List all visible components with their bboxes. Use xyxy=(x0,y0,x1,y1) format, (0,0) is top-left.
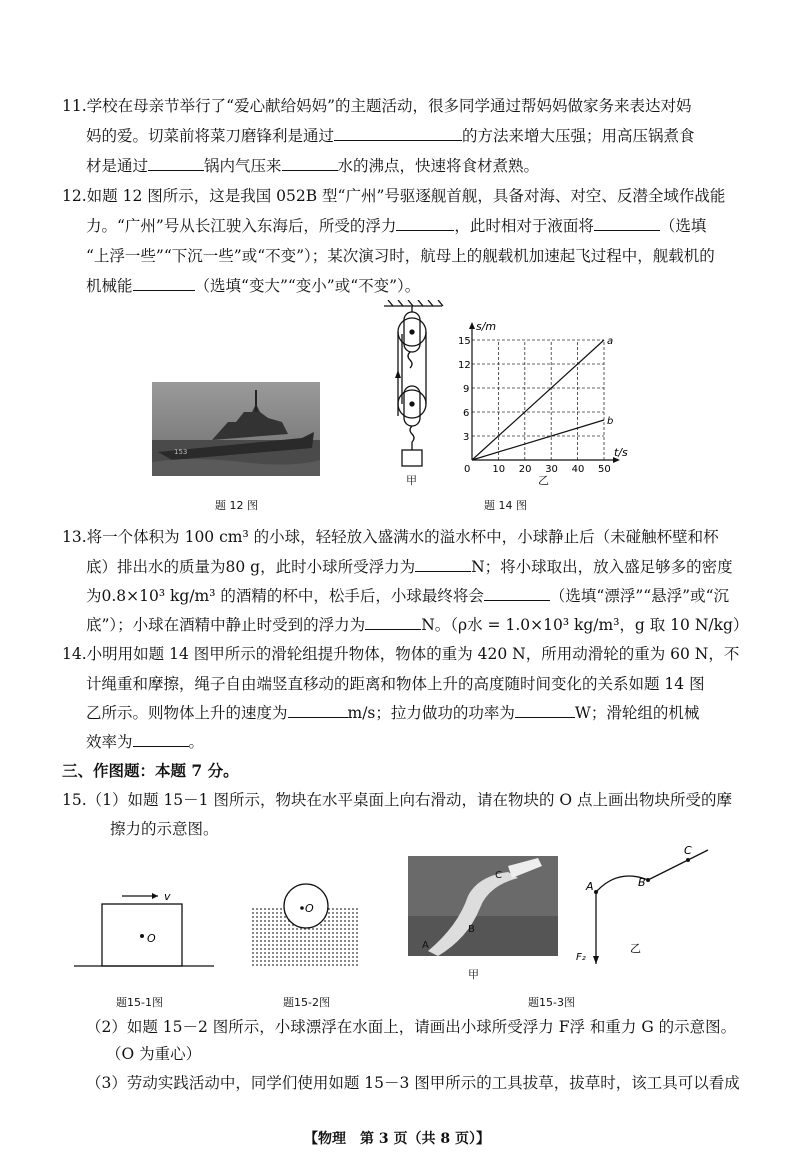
point-o xyxy=(140,934,144,938)
x-tick-label: 10 xyxy=(492,464,506,475)
st-chart xyxy=(450,310,630,480)
q15-line1: 15.（1）如题 15－1 图所示，物块在水平桌面上向右滑动，请在物块的 O 点上画出物块所受的摩 xyxy=(62,791,733,809)
q12-blank2[interactable] xyxy=(594,216,660,231)
q14-line2: 计绳重和摩擦，绳子自由端竖直移动的距离和物体上升的高度随时间变化的关系如题 14 图 xyxy=(86,675,705,693)
svg-text:C: C xyxy=(495,870,502,881)
ceiling-hatch xyxy=(388,300,443,306)
pulley-diagram xyxy=(380,300,450,486)
chart-x-label: t/s xyxy=(614,446,628,459)
y-tick-label: 9 xyxy=(463,384,470,395)
x-tick-label: 50 xyxy=(598,464,611,475)
q11-blank3[interactable] xyxy=(282,156,338,171)
q11-blank1[interactable] xyxy=(334,126,462,141)
svg-text:A: A xyxy=(586,880,594,893)
q14-blank1[interactable] xyxy=(288,703,348,718)
svg-text:乙: 乙 xyxy=(630,942,641,955)
q13-blank2[interactable] xyxy=(484,586,550,601)
q12-line3: “上浮一些”“下沉一些”或“不变”）；某次演习时，航母上的舰载机加速起飞过程中，舰载机的 xyxy=(86,247,715,265)
q12-line1: 12.如题 12 图所示，这是我国 052B 型“广州”号驱逐舰首舰，具备对海、对空、反潜全域作战能 xyxy=(62,187,726,205)
q15-line5: （3）劳动实践活动中，同学们使用如题 15－3 图甲所示的工具拔草，拔草时，该工具可以看成 xyxy=(86,1074,740,1092)
svg-text:F₂: F₂ xyxy=(576,952,586,963)
q12-line4: 机械能 （选填“变大”“变小”或“不变”）。 xyxy=(86,277,421,295)
q14-line4: 效率为 。 xyxy=(86,733,205,751)
q11-line1: 11.学校在母亲节举行了“爱心献给妈妈”的主题活动，很多同学通过帮妈妈做家务来表达对妈 xyxy=(62,97,692,115)
q12-line2: 力。“广州”号从长江驶入东海后，所受的浮力 ，此时相对于液面将 （选填 xyxy=(86,217,707,235)
svg-text:O: O xyxy=(305,902,314,915)
svg-text:B: B xyxy=(638,876,646,889)
fig15-2-diagram xyxy=(252,880,360,966)
fig15-3-photo xyxy=(408,856,558,956)
chart-ticks xyxy=(458,336,614,475)
q12-blank1[interactable] xyxy=(396,216,454,231)
y-tick-label: 15 xyxy=(458,336,471,347)
q12-blank3[interactable] xyxy=(133,276,195,291)
y-tick-label: 3 xyxy=(463,432,470,443)
q11-line2: 妈的爱。切菜前将菜刀磨锋利是通过 的方法来增大压强；用高压锅煮食 xyxy=(86,127,695,145)
series-label-b: b xyxy=(607,416,614,427)
x-tick-label: 40 xyxy=(571,464,585,475)
q11-blank2[interactable] xyxy=(148,156,204,171)
q15-line3: （2）如题 15－2 图所示，小球漂浮在水面上，请画出小球所受浮力 F浮 和重力 G 的示意图。 xyxy=(86,1018,737,1036)
svg-text:A: A xyxy=(422,940,429,951)
f2-arrow-icon xyxy=(593,956,599,964)
hook-top xyxy=(408,352,412,368)
q15-line2: 擦力的示意图。 xyxy=(110,820,219,838)
load-block xyxy=(402,450,422,466)
fig14-caption: 题 14 图 xyxy=(484,499,527,512)
q13-blank1[interactable] xyxy=(415,557,471,572)
x-tick-label: 0 xyxy=(464,464,471,475)
y-tick-label: 12 xyxy=(458,360,471,371)
svg-text:B: B xyxy=(468,924,475,935)
fig15-1-diagram xyxy=(74,870,214,970)
chart-y-label: s/m xyxy=(476,320,497,333)
q14-blank3[interactable] xyxy=(133,732,189,747)
chart-series xyxy=(472,336,613,460)
hull-number: 153 xyxy=(174,448,188,456)
fig12-caption: 题 12 图 xyxy=(215,499,258,512)
hook-bottom xyxy=(410,426,414,442)
fig15-1-caption: 题15-1图 xyxy=(116,996,163,1009)
series-line-b xyxy=(472,420,604,460)
series-label-a: a xyxy=(607,336,614,347)
q11-line3: 材是通过 锅内气压来 水的沸点，快速将食材煮熟。 xyxy=(86,157,540,175)
svg-text:O: O xyxy=(147,932,156,945)
series-line-a xyxy=(472,340,604,460)
section-3-heading: 三、作图题：本题 7 分。 xyxy=(62,761,239,780)
velocity-label: v xyxy=(164,890,171,903)
q13-blank3[interactable] xyxy=(365,615,421,630)
fig15-3-lever xyxy=(568,840,718,970)
fig15-2-caption: 题15-2图 xyxy=(283,996,330,1009)
x-tick-label: 30 xyxy=(545,464,558,475)
fig14-jia-label: 甲 xyxy=(406,474,417,487)
y-tick-label: 6 xyxy=(463,408,470,419)
svg-text:C: C xyxy=(684,844,692,857)
q13-line3: 为0.8×10³ kg/m³ 的酒精的杯中，松手后，小球最终将会 （选填“漂浮”“悬浮”或“沉 xyxy=(86,587,730,605)
pull-arrow-icon xyxy=(395,370,401,378)
page-footer: 【物理 第 3 页（共 8 页）】 xyxy=(304,1131,490,1147)
q14-blank2[interactable] xyxy=(515,703,575,718)
q14-line3: 乙所示。则物体上升的速度为 m/s；拉力做功的功率为 W；滑轮组的机械 xyxy=(86,704,700,722)
y-axis-arrow-icon xyxy=(469,322,475,329)
q13-line1: 13.将一个体积为 100 cm³ 的小球，轻轻放入盛满水的溢水杯中，小球静止后（未碰触杯壁和杯 xyxy=(62,528,719,546)
q13-line4: 底”）；小球在酒精中静止时受到的浮力为 N。（ρ水 = 1.0×10³ kg/m³，g 取 10 N/kg） xyxy=(86,616,749,634)
q15-line4: （O 为重心） xyxy=(106,1045,202,1063)
fig15-3-caption: 题15-3图 xyxy=(528,996,575,1009)
fig15-3-jia-label: 甲 xyxy=(468,968,479,981)
x-tick-label: 20 xyxy=(518,464,532,475)
q14-line1: 14.小明用如题 14 图甲所示的滑轮组提升物体，物体的重为 420 N，所用动滑轮的重为 60 N，不 xyxy=(62,645,740,663)
warship-photo xyxy=(152,382,320,476)
q13-line2: 底）排出水的质量为80 g，此时小球所受浮力为 N；将小球取出，放入盛足够多的密度 xyxy=(86,558,733,576)
fig14-yi-label: 乙 xyxy=(538,474,549,487)
